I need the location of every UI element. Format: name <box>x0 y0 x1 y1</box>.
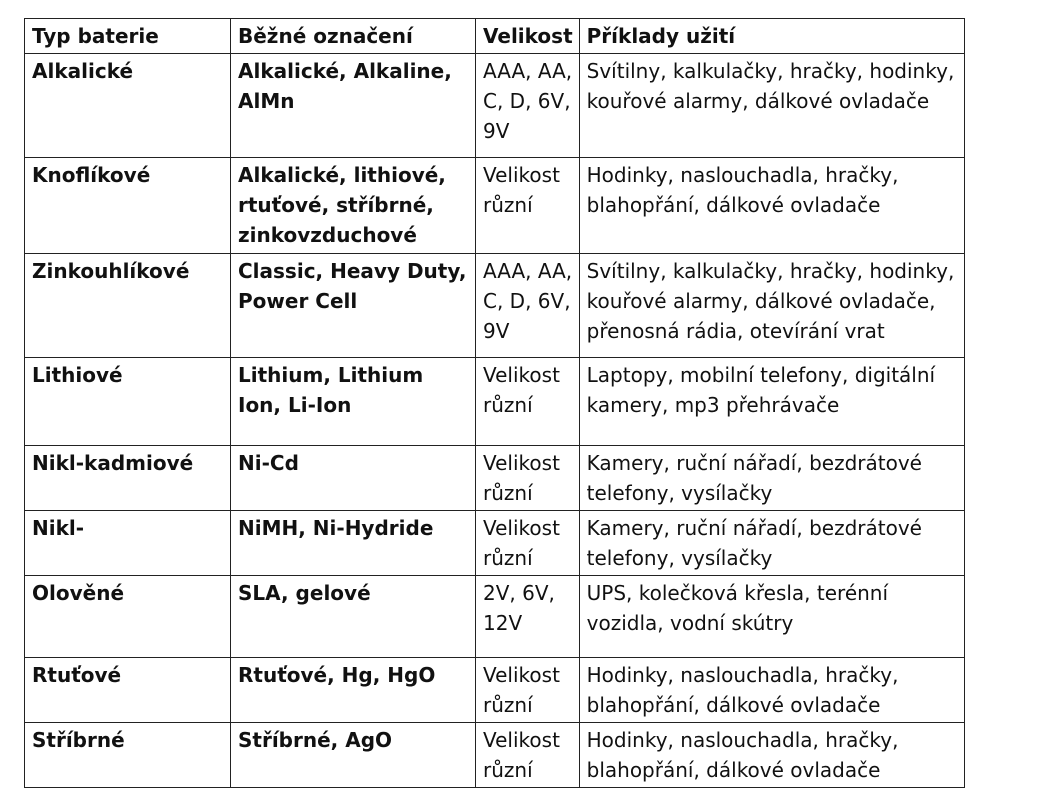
cell-size: Velikost různí <box>476 158 580 254</box>
table-row <box>25 576 965 658</box>
battery-types-table <box>24 18 965 788</box>
header-size: Velikost <box>476 19 580 54</box>
cell-size: Velikost různí <box>476 358 580 446</box>
cell-designation: Alkalické, Alkaline, AlMn <box>231 54 476 158</box>
cell-designation: Ni-Cd <box>231 446 476 511</box>
cell-type: Alkalické <box>25 54 231 158</box>
cell-type: Rtuťové <box>25 658 231 723</box>
table-row <box>25 158 965 254</box>
cell-size: AAA, AA, C, D, 6V, 9V <box>476 54 580 158</box>
cell-size: Velikost různí <box>476 658 580 723</box>
cell-size: 2V, 6V, 12V <box>476 576 580 658</box>
header-battery-type: Typ baterie <box>25 19 231 54</box>
header-common-designation: Běžné označení <box>231 19 476 54</box>
cell-uses: Svítilny, kalkulačky, hračky, hodinky, kouřové alarmy, dálkové ovladače, přenosná rádia, otevírání vrat <box>579 254 964 358</box>
cell-uses: Svítilny, kalkulačky, hračky, hodinky, kouřové alarmy, dálkové ovladače <box>579 54 964 158</box>
cell-uses: UPS, kolečková křesla, terénní vozidla, vodní skútry <box>579 576 964 658</box>
table-row <box>25 511 965 576</box>
cell-type: Knoflíkové <box>25 158 231 254</box>
cell-type: Stříbrné <box>25 723 231 788</box>
cell-designation: SLA, gelové <box>231 576 476 658</box>
cell-size: Velikost různí <box>476 511 580 576</box>
cell-type: Nikl- <box>25 511 231 576</box>
cell-size: Velikost různí <box>476 723 580 788</box>
cell-type: Olověné <box>25 576 231 658</box>
cell-uses: Hodinky, naslouchadla, hračky, blahopřání, dálkové ovladače <box>579 723 964 788</box>
cell-type: Nikl-kadmiové <box>25 446 231 511</box>
cell-designation: Alkalické, lithiové, rtuťové, stříbrné, zinkovzduchové <box>231 158 476 254</box>
cell-designation: Classic, Heavy Duty, Power Cell <box>231 254 476 358</box>
table-row <box>25 658 965 723</box>
cell-designation: NiMH, Ni-Hydride <box>231 511 476 576</box>
table-row <box>25 358 965 446</box>
cell-size: Velikost různí <box>476 446 580 511</box>
cell-size: AAA, AA, C, D, 6V, 9V <box>476 254 580 358</box>
header-usage-examples: Příklady užití <box>579 19 964 54</box>
cell-uses: Kamery, ruční nářadí, bezdrátové telefony, vysílačky <box>579 446 964 511</box>
cell-uses: Hodinky, naslouchadla, hračky, blahopřání, dálkové ovladače <box>579 658 964 723</box>
table-row <box>25 446 965 511</box>
cell-type: Zinkouhlíkové <box>25 254 231 358</box>
cell-uses: Kamery, ruční nářadí, bezdrátové telefony, vysílačky <box>579 511 964 576</box>
table-row <box>25 254 965 358</box>
table-row <box>25 723 965 788</box>
cell-designation: Lithium, Lithium Ion, Li-Ion <box>231 358 476 446</box>
cell-designation: Stříbrné, AgO <box>231 723 476 788</box>
cell-uses: Laptopy, mobilní telefony, digitální kamery, mp3 přehrávače <box>579 358 964 446</box>
cell-uses: Hodinky, naslouchadla, hračky, blahopřání, dálkové ovladače <box>579 158 964 254</box>
table-header-row <box>25 19 965 54</box>
cell-designation: Rtuťové, Hg, HgO <box>231 658 476 723</box>
table-row <box>25 54 965 158</box>
cell-type: Lithiové <box>25 358 231 446</box>
